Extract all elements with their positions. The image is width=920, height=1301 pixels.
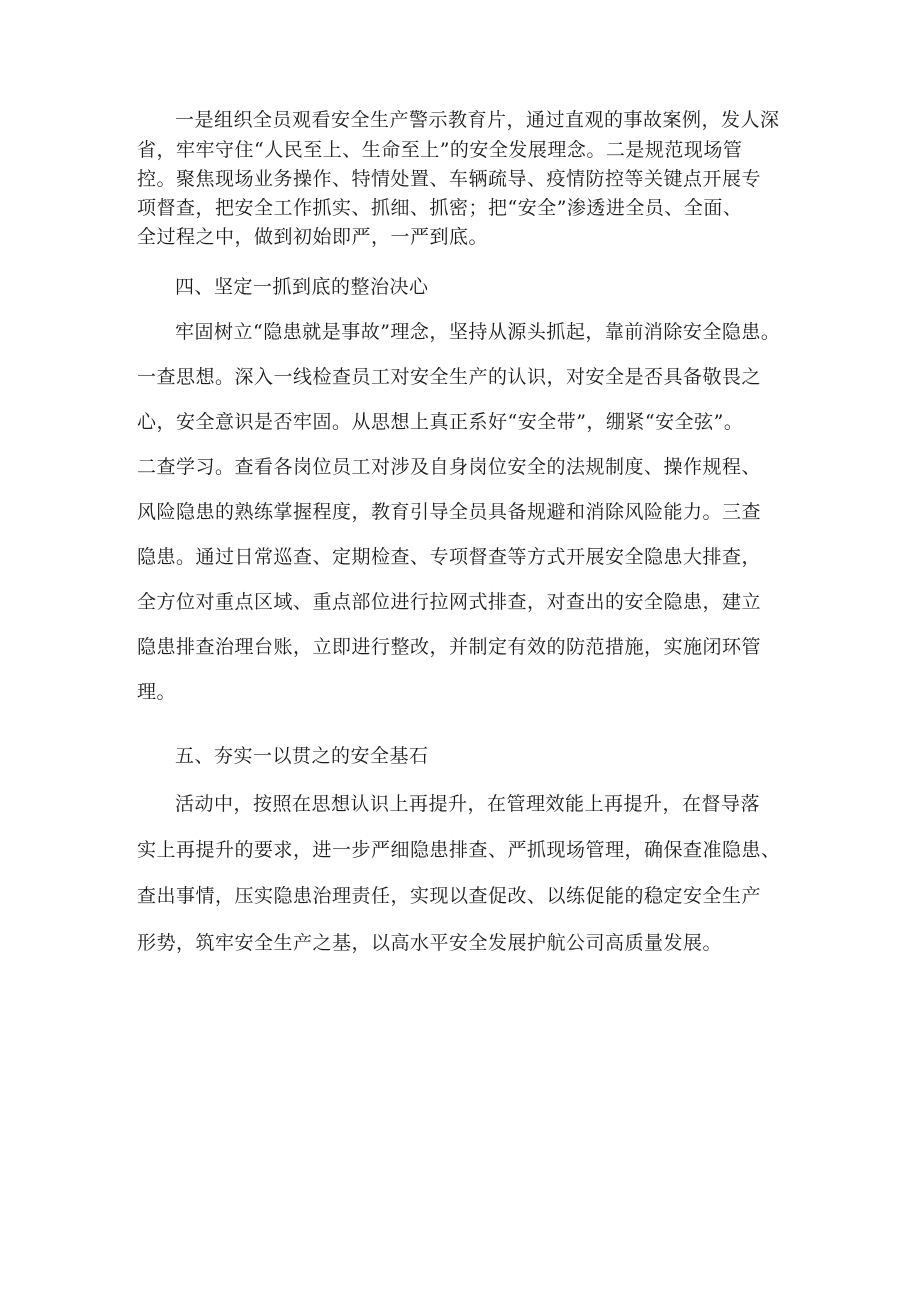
paragraph-line: 查出事情，压实隐患治理责任，实现以查促改、以练促能的稳定安全生产 (137, 885, 762, 907)
paragraph-line: 项督查，把安全工作抓实、抓细、抓密；把“安全”渗透进全员、全面、 (137, 197, 743, 219)
paragraph-line: 全方位对重点区域、重点部位进行拉网式排查，对查出的安全隐患，建立 (137, 591, 762, 613)
paragraph-line: 控。聚焦现场业务操作、特情处置、车辆疏导、疫情防控等关键点开展专 (137, 168, 762, 190)
paragraph-line: 隐患。通过日常巡查、定期检查、专项督查等方式开展安全隐患大排查， (137, 546, 762, 568)
paragraph-line: 省，牢牢守住“人民至上、生命至上”的安全发展理念。二是规范现场管 (137, 139, 743, 161)
section-heading-4: 四、坚定一抓到底的整治决心 (175, 276, 429, 298)
paragraph-line: 二查学习。查看各岗位员工对涉及自身岗位安全的法规制度、操作规程、 (137, 456, 762, 478)
paragraph-line: 心，安全意识是否牢固。从思想上真正系好“安全带”，绷紧“安全弦”。 (137, 411, 744, 433)
paragraph-line: 活动中，按照在思想认识上再提升，在管理效能上再提升，在督导落 (175, 793, 761, 815)
paragraph-line: 实上再提升的要求，进一步严细隐患排查、严抓现场管理，确保查准隐患、 (137, 839, 781, 861)
paragraph-line: 隐患排查治理台账，立即进行整改，并制定有效的防范措施，实施闭环管 (137, 636, 762, 658)
paragraph-line: 牢固树立“隐患就是事故”理念，坚持从源头抓起，靠前消除安全隐患。 (175, 321, 781, 343)
paragraph-line: 形势，筑牢安全生产之基，以高水平安全发展护航公司高质量发展。 (137, 932, 723, 954)
paragraph-line: 全过程之中，做到初始即严，一严到底。 (137, 226, 489, 248)
paragraph-line: 一是组织全员观看安全生产警示教育片，通过直观的事故案例，发人深 (175, 109, 780, 131)
paragraph-line: 理。 (137, 681, 177, 703)
section-heading-5: 五、夯实一以贯之的安全基石 (175, 745, 429, 767)
paragraph-line: 一查思想。深入一线检查员工对安全生产的认识，对安全是否具备敬畏之 (137, 366, 762, 388)
paragraph-line: 风险隐患的熟练掌握程度，教育引导全员具备规避和消除风险能力。三查 (137, 501, 762, 523)
